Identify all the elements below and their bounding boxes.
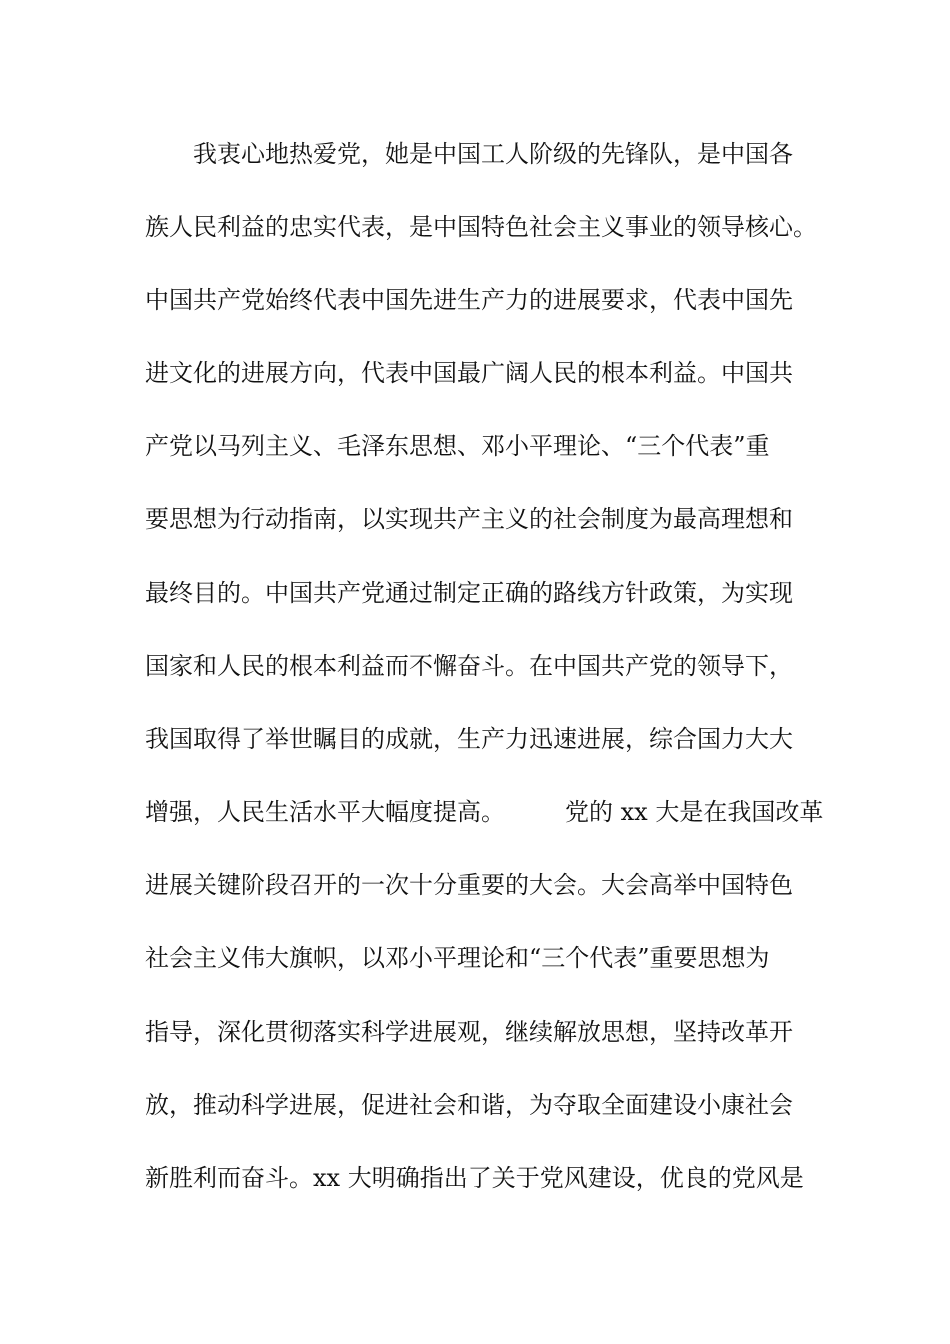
text-line-4: 进文化的进展方向，代表中国最广阔人民的根本利益。中国共 xyxy=(145,359,793,387)
text-line-15: 新胜利而奋斗。xx 大明确指出了关于党风建设，优良的党风是 xyxy=(145,1164,804,1192)
text-line-5: 产党以马列主义、毛泽东思想、邓小平理论、“三个代表”重 xyxy=(145,432,770,460)
text-line-3: 中国共产党始终代表中国先进生产力的进展要求，代表中国先 xyxy=(145,286,793,314)
text-line-12: 社会主义伟大旗帜，以邓小平理论和“三个代表”重要思想为 xyxy=(145,944,770,972)
text-line-6: 要思想为行动指南，以实现共产主义的社会制度为最高理想和 xyxy=(145,505,793,533)
text-line-14: 放，推动科学进展，促进社会和谐，为夺取全面建设小康社会 xyxy=(145,1091,793,1119)
text-line-13: 指导，深化贯彻落实科学进展观，继续解放思想，坚持改革开 xyxy=(145,1018,793,1046)
text-line-7: 最终目的。中国共产党通过制定正确的路线方针政策，为实现 xyxy=(145,579,793,607)
text-line-2: 族人民利益的忠实代表，是中国特色社会主义事业的领导核心。 xyxy=(145,213,817,241)
text-line-11: 进展关键阶段召开的一次十分重要的大会。大会高举中国特色 xyxy=(145,871,793,899)
text-line-1: 我衷心地热爱党，她是中国工人阶级的先锋队，是中国各 xyxy=(193,140,793,168)
text-line-8: 国家和人民的根本利益而不懈奋斗。在中国共产党的领导下， xyxy=(145,652,793,680)
text-line-9: 我国取得了举世瞩目的成就，生产力迅速进展，综合国力大大 xyxy=(145,725,793,753)
text-line-10: 增强，人民生活水平大幅度提高。 党的 xx 大是在我国改革 xyxy=(145,798,824,826)
